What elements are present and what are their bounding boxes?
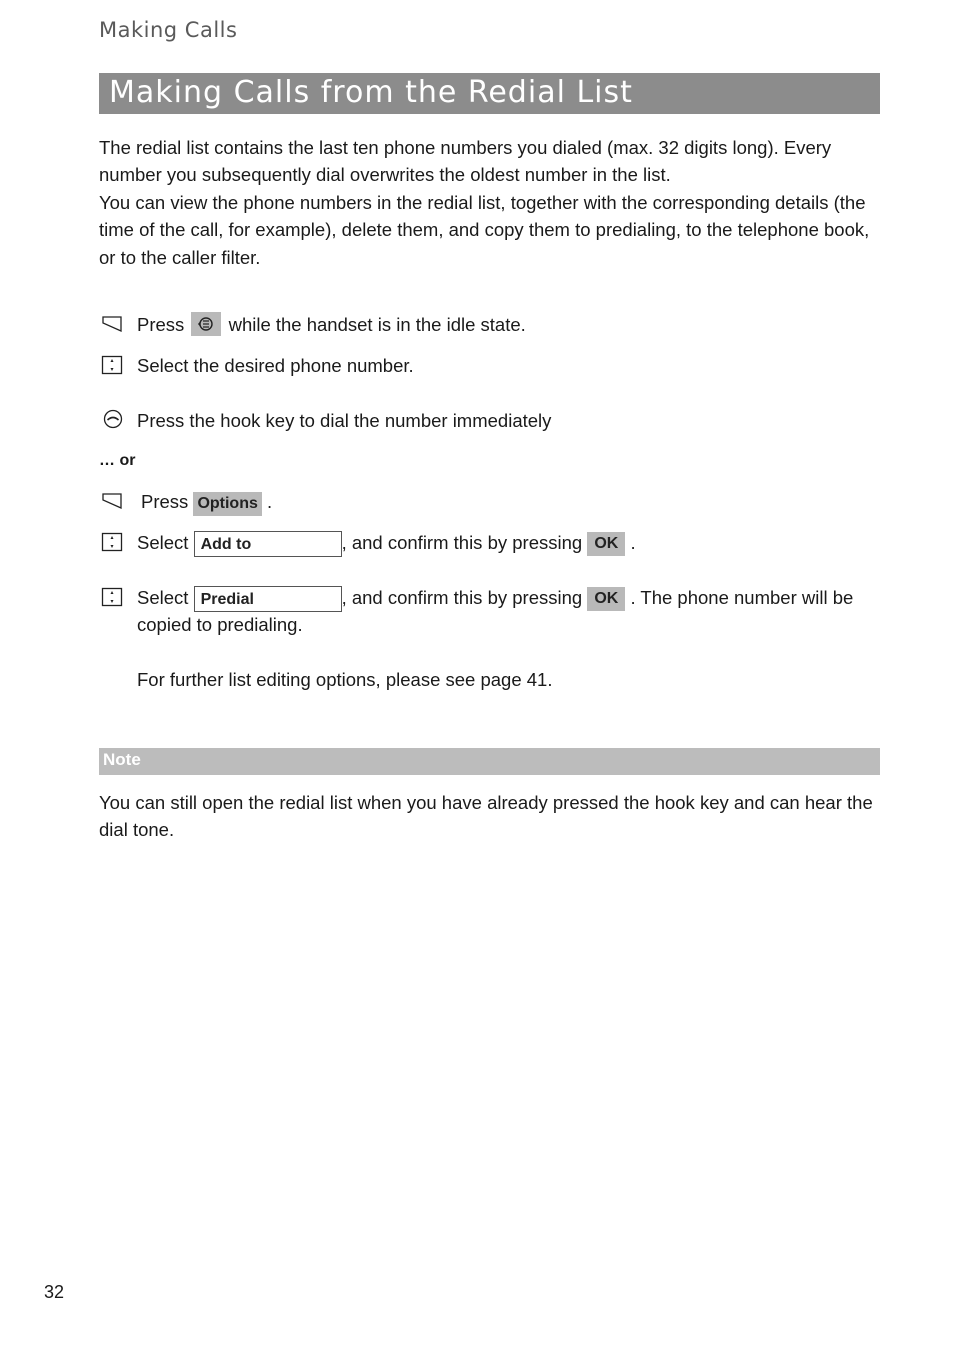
- step-5-after: .: [630, 532, 636, 553]
- navigation-key-icon: [101, 532, 123, 552]
- step-1: [137, 311, 526, 338]
- step-6-after: . The phone number will be: [630, 587, 854, 608]
- options-softkey: Options: [193, 492, 261, 516]
- ok-softkey: OK: [587, 532, 625, 556]
- section-title-bar: [99, 73, 880, 114]
- step-5-middle: , and confirm this by pressing: [341, 532, 583, 553]
- step-2: Select the desired phone number.: [137, 355, 414, 376]
- note-text: You can still open the redial list when you have already pressed the hook key and can hear the dial tone.: [99, 792, 873, 841]
- left-softkey-icon: [101, 491, 123, 511]
- intro-paragraph-2: You can view the phone numbers in the redial list, together with the corresponding details (the time of the call, for example), delete them, and copy them to predialing, to the telephone book, or to the caller filter.: [99, 192, 870, 268]
- step-6-line-2: copied to predialing.: [137, 614, 303, 635]
- note-bar: [99, 748, 880, 775]
- navigation-key-icon: [101, 355, 123, 375]
- left-softkey-icon: [101, 314, 123, 334]
- redial-list-icon: [191, 312, 221, 336]
- intro-paragraph-1: The redial list contains the last ten phone numbers you dialed (max. 32 digits long). Every number you subsequently dial overwrites the oldest number in the list.: [99, 137, 832, 186]
- step-1-after: while the handset is in the idle state.: [228, 314, 526, 335]
- menu-item-add-to: Add to: [194, 531, 342, 557]
- hook-key-icon: [102, 409, 124, 429]
- navigation-key-icon: [101, 587, 123, 607]
- page-number: 32: [44, 1282, 65, 1302]
- step-6-before: Select: [137, 587, 189, 608]
- menu-item-predial: Predial: [194, 586, 342, 612]
- step-4-after: .: [267, 491, 273, 512]
- step-5-before: Select: [137, 532, 189, 553]
- section-title: Making Calls from the Redial List: [109, 75, 633, 110]
- step-3: Press the hook key to dial the number immediately: [137, 410, 552, 431]
- ok-softkey: OK: [587, 587, 625, 611]
- step-1-before: Press: [137, 314, 185, 335]
- step-5: [137, 529, 636, 557]
- redial-key: [191, 312, 221, 336]
- note-label: Note: [103, 750, 141, 769]
- step-4: [141, 488, 272, 516]
- or-label: … or: [99, 452, 136, 469]
- step-6: [137, 584, 853, 612]
- step-4-before: Press: [141, 491, 189, 512]
- further-options-text: For further list editing options, please see page 41.: [137, 669, 553, 690]
- running-head: Making Calls: [99, 18, 238, 42]
- step-6-middle: , and confirm this by pressing: [341, 587, 583, 608]
